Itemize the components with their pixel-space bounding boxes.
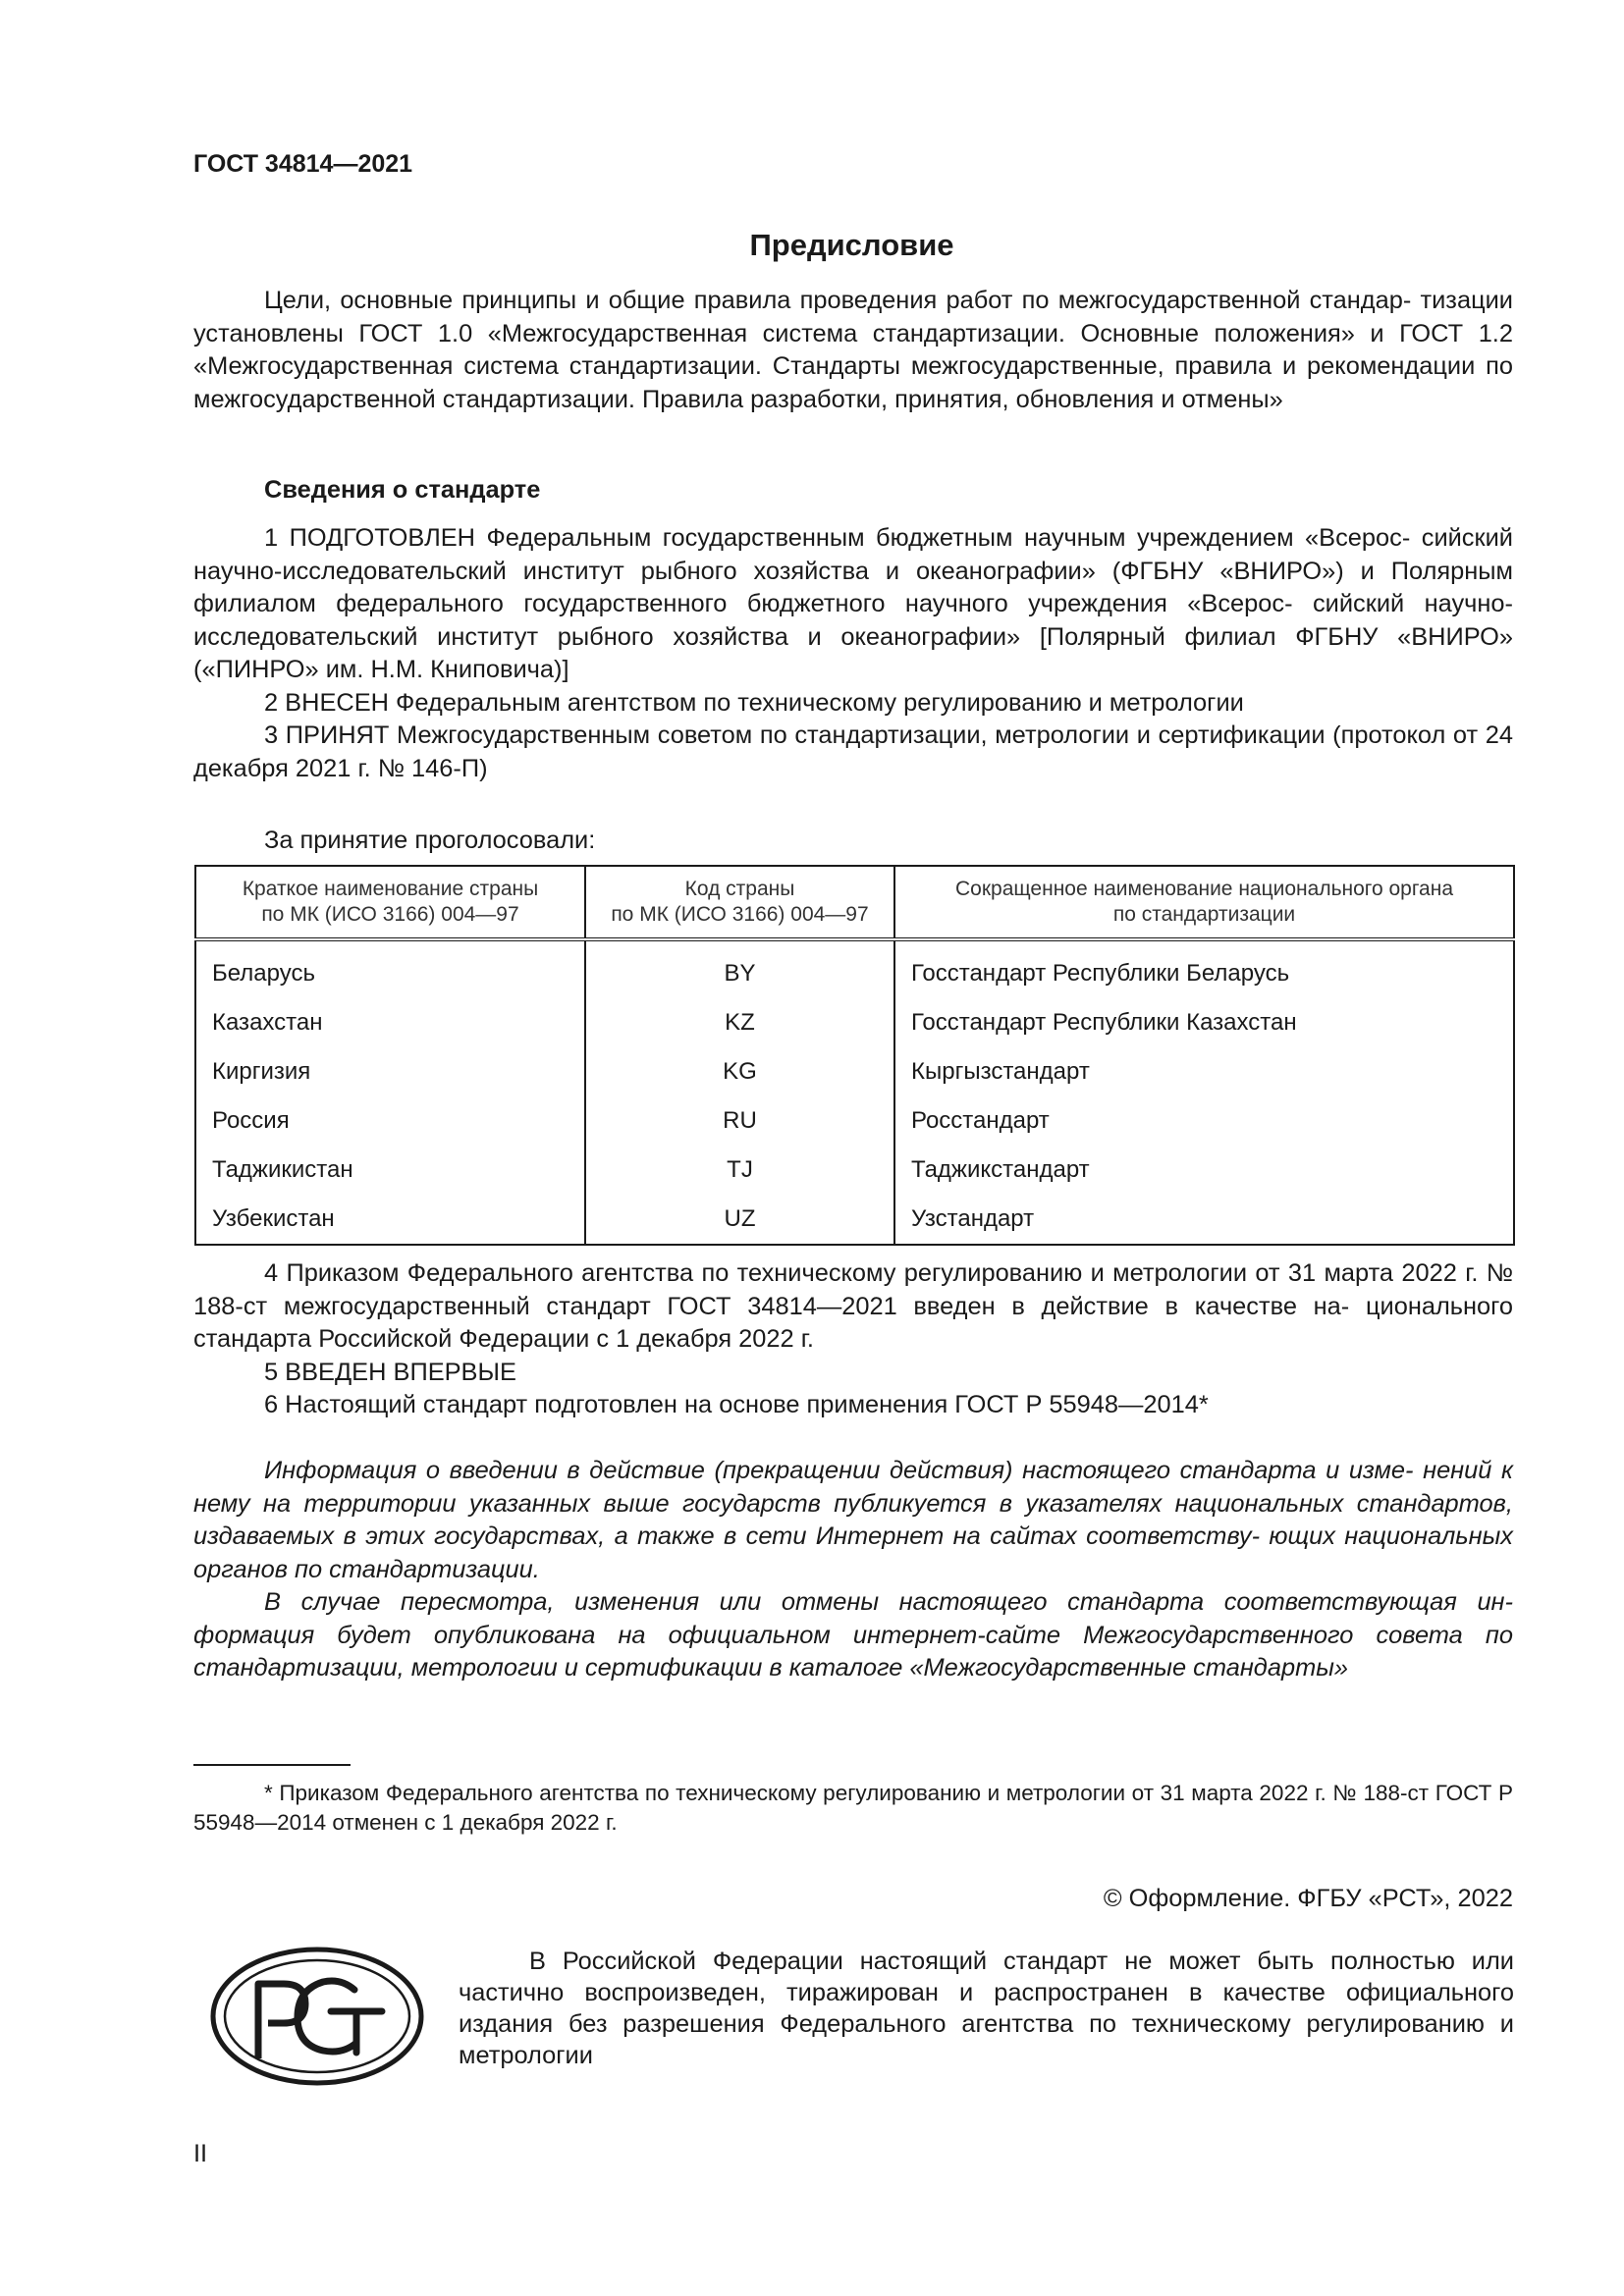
table-row bbox=[195, 1096, 1514, 1146]
item-3 bbox=[193, 720, 1513, 785]
text-line: ющих национальных органов по стандартизации. bbox=[193, 1522, 1513, 1583]
text-line: 3 ПРИНЯТ Межгосударственным советом по стандартизации, метрологии и сертификации bbox=[264, 721, 1326, 749]
table-row bbox=[195, 1047, 1514, 1096]
text-line: 1 ПОДГОТОВЛЕН Федеральным государственным бюджетным научным учреждением «Всерос- bbox=[264, 524, 1411, 552]
country-cell: Таджикистан bbox=[195, 1146, 585, 1195]
text-line: стандартов, издаваемых в этих государствах, а также в сети Интернет на сайтах соответству- bbox=[193, 1489, 1513, 1550]
text-line: частично воспроизведен, тиражирован и распространен в качестве официального bbox=[459, 1979, 1514, 2006]
text-line: и метрологии bbox=[459, 2010, 1514, 2069]
code-cell: RU bbox=[585, 1096, 894, 1146]
voted-label: За принятие проголосовали: bbox=[264, 827, 596, 854]
header-country: Краткое наименование страны по МК (ИСО 3166) 004—97 bbox=[195, 866, 585, 939]
text-line: и рекомендации по межгосударственной стандартизации. Правила разработки, принятия, обновления bbox=[193, 352, 1513, 413]
table-row bbox=[195, 1146, 1514, 1195]
item-6: 6 Настоящий стандарт подготовлен на основе применения ГОСТ Р 55948—2014* bbox=[264, 1391, 1209, 1418]
body-cell: Госстандарт Республики Беларусь bbox=[894, 939, 1514, 998]
item-1 bbox=[193, 522, 1513, 687]
text-line: 4 Приказом Федерального агентства по техническому регулированию и метрологии от 31 марта bbox=[264, 1259, 1394, 1287]
text-line: В случае пересмотра, изменения или отмены настоящего стандарта соответствующая ин- bbox=[264, 1588, 1513, 1616]
text-line: сийский научно-исследовательский институт рыбного хозяйства и океанографии» [Полярный филиал bbox=[193, 590, 1513, 651]
text-line: Информация о введении в действие (прекращении действия) настоящего стандарта и изме- bbox=[264, 1457, 1414, 1484]
text-line: Цели, основные принципы и общие правила проведения работ по межгосударственной стандар- bbox=[264, 287, 1412, 314]
intro-paragraph bbox=[193, 285, 1513, 416]
text-line: формация будет опубликована на официальном интернет-сайте Межгосударственного совета по bbox=[193, 1621, 1513, 1649]
country-cell: Киргизия bbox=[195, 1047, 585, 1096]
text-line: (протокол от 24 декабря 2021 г. № 146-П) bbox=[193, 721, 1513, 782]
body-cell: Госстандарт Республики Казахстан bbox=[894, 998, 1514, 1047]
item-2: 2 ВНЕСЕН Федеральным агентством по техническому регулированию и метрологии bbox=[264, 688, 1244, 717]
document-id: ГОСТ 34814—2021 bbox=[193, 150, 413, 178]
country-cell: Россия bbox=[195, 1096, 585, 1146]
text-line: нений к нему на территории указанных выше государств публикуется в указателях национальных bbox=[193, 1457, 1514, 1518]
country-cell: Казахстан bbox=[195, 998, 585, 1047]
text-line: * Приказом Федерального агентства по техническому регулированию и метрологии от 31 марта 2022 г. bbox=[264, 1781, 1326, 1805]
voting-table bbox=[194, 865, 1515, 1246]
text-line: 2022 г. № 188-ст межгосударственный стандарт ГОСТ 34814—2021 введен в действие в качестве на- bbox=[193, 1259, 1514, 1320]
country-cell: Узбекистан bbox=[195, 1195, 585, 1245]
reproduction-notice bbox=[459, 1946, 1514, 2071]
body-cell: Кыргызстандарт bbox=[894, 1047, 1514, 1096]
country-cell: Беларусь bbox=[195, 939, 585, 998]
header-body: Сокращенное наименование национального органа по стандартизации bbox=[894, 866, 1514, 939]
standard-info bbox=[193, 522, 1513, 785]
text-line: стандартизации, метрологии и сертификации в каталоге «Межгосударственные стандарты» bbox=[193, 1654, 1349, 1682]
enactment-info bbox=[193, 1257, 1513, 1422]
text-line: и ГОСТ 1.2 «Межгосударственная система стандартизации. Стандарты межгосударственные, правила bbox=[193, 319, 1513, 380]
code-cell: TJ bbox=[585, 1146, 894, 1195]
footnote-separator bbox=[193, 1764, 351, 1766]
body-cell: Таджикстандарт bbox=[894, 1146, 1514, 1195]
item-5: 5 ВВЕДЕН ВПЕРВЫЕ bbox=[264, 1358, 516, 1386]
code-cell: KZ bbox=[585, 998, 894, 1047]
code-cell: UZ bbox=[585, 1195, 894, 1245]
text-line: ФГБНУ «ВНИРО» («ПИНРО» им. Н.М. Книповича)] bbox=[193, 622, 1513, 683]
body-cell: Росстандарт bbox=[894, 1096, 1514, 1146]
text-line: тизации установлены ГОСТ 1.0 «Межгосударственная система стандартизации. Основные положения» bbox=[193, 287, 1513, 347]
table-row bbox=[195, 939, 1514, 998]
page-number: II bbox=[193, 2140, 208, 2167]
text-line: и Полярным филиалом федерального государственного бюджетного научного учреждения «Всерос- bbox=[193, 557, 1514, 617]
footnote bbox=[193, 1779, 1513, 1838]
text-line: В Российской Федерации настоящий стандарт не может быть полностью или bbox=[529, 1948, 1514, 1975]
text-line: сийский научно-исследовательский институт рыбного хозяйства и океанографии» (ФГБНУ «ВНИРО») bbox=[193, 524, 1513, 585]
rst-logo-icon bbox=[207, 1943, 427, 2090]
italic-note-1 bbox=[193, 1455, 1513, 1586]
text-line: издания без разрешения Федерального агентства по техническому регулированию bbox=[459, 2010, 1485, 2038]
item-4 bbox=[193, 1257, 1513, 1357]
table-row bbox=[195, 998, 1514, 1047]
text-line: ционального стандарта Российской Федерации с 1 декабря 2022 г. bbox=[193, 1292, 1513, 1353]
text-line: № 188-ст ГОСТ Р 55948—2014 отменен с 1 декабря 2022 г. bbox=[193, 1781, 1513, 1835]
table-row bbox=[195, 1195, 1514, 1245]
italic-note-2 bbox=[193, 1586, 1513, 1685]
italic-notes bbox=[193, 1455, 1513, 1685]
copyright: © Оформление. ФГБУ «РСТ», 2022 bbox=[1103, 1885, 1513, 1912]
text-line: и отмены» bbox=[1161, 385, 1283, 413]
code-cell: KG bbox=[585, 1047, 894, 1096]
section-heading: Сведения о стандарте bbox=[264, 476, 541, 504]
page-title: Предисловие bbox=[749, 228, 954, 262]
code-cell: BY bbox=[585, 939, 894, 998]
body-cell: Узстандарт bbox=[894, 1195, 1514, 1245]
header-code: Код страны по МК (ИСО 3166) 004—97 bbox=[585, 866, 894, 939]
